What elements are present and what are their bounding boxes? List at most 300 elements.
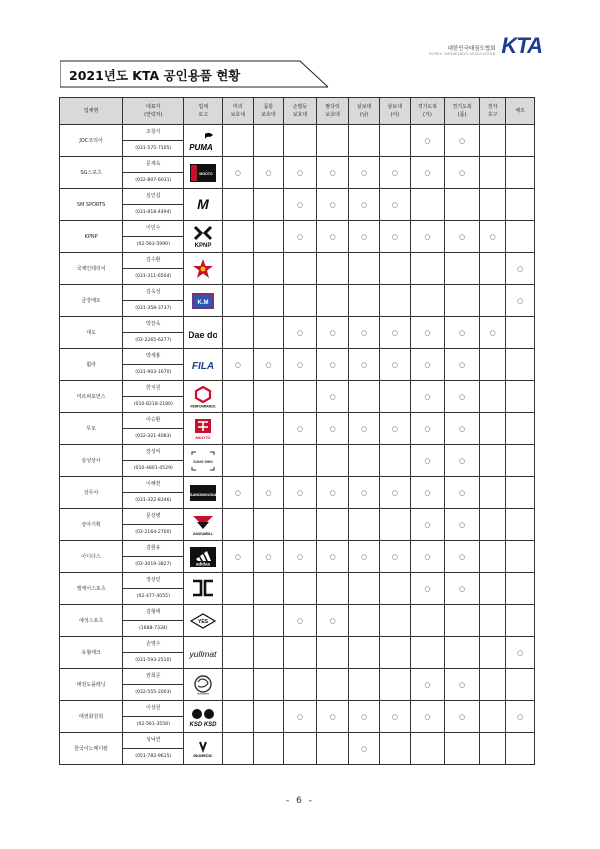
certification-cell — [349, 317, 380, 349]
table-row — [60, 605, 535, 637]
company-name: 휠라 — [60, 349, 123, 381]
certified-mark-icon: ○ — [361, 712, 368, 721]
certified-mark-icon: ○ — [296, 328, 304, 337]
certified-mark-icon: ○ — [361, 488, 368, 497]
certification-cell — [316, 189, 349, 221]
representative-contact — [123, 445, 184, 477]
certified-mark-icon: ○ — [424, 520, 431, 529]
certified-mark-icon: ○ — [459, 328, 466, 337]
company-name: 태권화원희 — [60, 701, 123, 733]
column-header — [184, 98, 223, 125]
table-body — [60, 125, 535, 765]
certification-cell — [445, 701, 480, 733]
certification-cell — [479, 381, 506, 413]
certification-cell — [284, 285, 317, 317]
representative-contact — [123, 189, 184, 221]
certification-cell — [410, 445, 445, 477]
representative-name: 박재홍 — [123, 349, 183, 365]
certified-mark-icon: ○ — [424, 552, 431, 561]
certification-cell — [253, 189, 284, 221]
certification-cell — [316, 701, 349, 733]
certification-cell — [349, 253, 380, 285]
org-name-block — [429, 44, 495, 56]
company-logo-cell — [184, 701, 223, 733]
certification-cell — [506, 189, 535, 221]
certified-mark-icon: ○ — [424, 136, 431, 145]
certification-cell — [349, 509, 380, 541]
certified-mark-icon: ○ — [459, 424, 466, 433]
table-row — [60, 413, 535, 445]
company-logo-cell — [184, 381, 223, 413]
certification-cell — [445, 349, 480, 381]
certification-cell — [380, 285, 411, 317]
certification-cell — [410, 253, 445, 285]
certification-cell — [253, 381, 284, 413]
representative-name: 김수환 — [123, 253, 183, 269]
certified-mark-icon: ○ — [329, 488, 336, 497]
column-header-line2: 로고 — [198, 112, 209, 118]
certification-cell — [253, 157, 284, 189]
certification-cell — [479, 477, 506, 509]
company-logo-cell — [184, 349, 223, 381]
certified-mark-icon: ○ — [265, 552, 272, 561]
column-header — [349, 98, 380, 125]
certification-cell — [445, 413, 480, 445]
column-header — [445, 98, 480, 125]
certification-cell — [445, 541, 480, 573]
certified-mark-icon: ○ — [459, 360, 466, 369]
certification-cell — [506, 125, 535, 157]
certification-cell — [445, 189, 480, 221]
certified-mark-icon: ○ — [424, 424, 431, 433]
representative-contact — [123, 605, 184, 637]
column-header-line1: 매트 — [515, 108, 526, 114]
certified-mark-icon: ○ — [391, 232, 398, 241]
certification-cell — [284, 733, 317, 765]
company-name: SG스포츠 — [60, 157, 123, 189]
representative-contact — [123, 349, 184, 381]
column-header-line1: 샅보대 — [356, 104, 372, 110]
certification-cell — [316, 413, 349, 445]
column-header — [223, 98, 254, 125]
certification-cell — [316, 637, 349, 669]
certification-cell — [223, 701, 254, 733]
sm-sports-logo-icon — [189, 193, 217, 217]
certified-mark-icon: ○ — [296, 200, 304, 209]
certification-cell — [349, 413, 380, 445]
certified-mark-icon: ○ — [234, 360, 241, 369]
certified-mark-icon: ○ — [517, 648, 524, 657]
representative-contact — [123, 541, 184, 573]
certified-mark-icon: ○ — [391, 360, 398, 369]
certification-cell — [506, 733, 535, 765]
phone-number: (031-903-1670) — [135, 370, 172, 375]
puma-logo-icon — [189, 129, 217, 153]
company-logo-cell — [184, 157, 223, 189]
representative-contact — [123, 477, 184, 509]
certified-mark-icon: ○ — [296, 712, 304, 721]
certification-cell — [223, 157, 254, 189]
logo-wordmark: PUMA — [189, 142, 213, 152]
logo-wordmark: INOMEDIC — [193, 753, 213, 758]
certified-mark-icon: ○ — [265, 360, 272, 369]
certification-cell — [223, 285, 254, 317]
certified-mark-icon: ○ — [361, 232, 368, 241]
certification-cell — [380, 509, 411, 541]
column-header — [253, 98, 284, 125]
column-header-line2: (품) — [457, 112, 467, 118]
table-row — [60, 509, 535, 541]
certification-cell — [223, 573, 254, 605]
representative-name: 조창식 — [123, 125, 183, 141]
kpnp-logo-icon — [189, 225, 217, 249]
certified-mark-icon: ○ — [265, 488, 272, 497]
certification-cell — [349, 381, 380, 413]
column-header-line2: (남) — [359, 112, 369, 118]
column-header-line1: 팔다리 — [325, 104, 340, 110]
logo-wordmark: MOOTO — [199, 171, 213, 176]
certification-cell — [506, 509, 535, 541]
certification-cell — [223, 733, 254, 765]
certified-mark-icon: ○ — [265, 168, 272, 177]
company-name: 한국이노메디칼 — [60, 733, 123, 765]
certified-mark-icon: ○ — [361, 360, 368, 369]
certification-cell — [316, 573, 349, 605]
phone-number: (032-555-2003) — [135, 690, 172, 695]
table-row — [60, 637, 535, 669]
company-logo-cell — [184, 317, 223, 349]
company-logo-cell — [184, 413, 223, 445]
certification-cell — [284, 477, 317, 509]
certified-mark-icon: ○ — [424, 712, 431, 721]
column-header-line1: 경기도복 — [452, 104, 472, 110]
table-row — [60, 477, 535, 509]
representative-contact — [123, 157, 184, 189]
representative-contact — [123, 125, 184, 157]
representative-name: 권희준 — [123, 669, 183, 685]
phone-number: (051-782-9615) — [135, 754, 172, 759]
kta-logo-icon: KTA — [501, 33, 542, 58]
certification-cell — [479, 541, 506, 573]
certification-cell — [380, 349, 411, 381]
representative-contact — [123, 637, 184, 669]
certification-cell — [253, 221, 284, 253]
logo-wordmark: FILA — [192, 360, 215, 372]
certification-cell — [506, 221, 535, 253]
certification-cell — [479, 413, 506, 445]
company-logo-cell — [184, 509, 223, 541]
certification-cell — [479, 509, 506, 541]
certification-cell — [253, 541, 284, 573]
table-row — [60, 573, 535, 605]
certified-mark-icon: ○ — [489, 232, 496, 241]
sg-sports-logo-icon — [189, 161, 217, 185]
column-header-line1: 머리 — [233, 104, 243, 110]
representative-contact — [123, 381, 184, 413]
table-row — [60, 317, 535, 349]
certification-cell — [316, 445, 349, 477]
representative-name: 성낙연 — [123, 733, 183, 749]
company-name: 대도 — [60, 317, 123, 349]
representative-name: 심인섭 — [123, 189, 183, 205]
certified-mark-icon: ○ — [424, 328, 431, 337]
company-logo-cell — [184, 733, 223, 765]
certification-cell — [479, 253, 506, 285]
certification-cell — [410, 637, 445, 669]
company-logo-cell — [184, 669, 223, 701]
certified-mark-icon: ○ — [329, 552, 336, 561]
company-name: 무토 — [60, 413, 123, 445]
phone-number: (031-322-8346) — [135, 498, 172, 503]
representative-name: 한지원 — [123, 381, 183, 397]
phone-number: (1688-7334) — [138, 626, 168, 631]
certified-mark-icon: ○ — [459, 680, 466, 689]
certification-cell — [284, 349, 317, 381]
representative-name: 김형태 — [123, 605, 183, 621]
certification-cell — [284, 189, 317, 221]
company-logo-cell — [184, 477, 223, 509]
certified-mark-icon: ○ — [391, 552, 398, 561]
certification-cell — [316, 381, 349, 413]
certification-cell — [316, 285, 349, 317]
certification-cell — [349, 477, 380, 509]
kta-header-logo — [429, 33, 542, 58]
representative-contact — [123, 573, 184, 605]
company-name: 삼성상사 — [60, 445, 123, 477]
certified-mark-icon: ○ — [361, 744, 368, 753]
representative-contact — [123, 733, 184, 765]
table-row — [60, 381, 535, 413]
certified-mark-icon: ○ — [391, 488, 398, 497]
company-name: 상무사 — [60, 477, 123, 509]
certified-mark-icon: ○ — [234, 168, 241, 177]
certification-cell — [445, 605, 480, 637]
certification-cell — [253, 733, 284, 765]
certification-cell — [410, 509, 445, 541]
certification-cell — [349, 349, 380, 381]
certified-mark-icon: ○ — [391, 424, 398, 433]
certified-mark-icon: ○ — [361, 328, 368, 337]
certification-cell — [316, 477, 349, 509]
certified-mark-icon: ○ — [489, 328, 496, 337]
column-header-line1: 손발등 — [292, 104, 308, 110]
certification-cell — [253, 445, 284, 477]
column-header — [316, 98, 349, 125]
certification-cell — [380, 733, 411, 765]
certified-mark-icon: ○ — [234, 552, 241, 561]
certification-cell — [479, 733, 506, 765]
logo-wordmark: YES — [198, 618, 209, 625]
certified-mark-icon: ○ — [424, 488, 431, 497]
logo-wordmark: adidas — [196, 561, 211, 566]
company-name: 미르퍼포먼스 — [60, 381, 123, 413]
certification-cell — [349, 285, 380, 317]
certification-cell — [316, 541, 349, 573]
logo-wordmark: KSD KSD — [189, 721, 217, 728]
representative-contact — [123, 285, 184, 317]
column-header-line2: 보호대 — [292, 112, 308, 118]
sangawill-logo-icon — [189, 513, 217, 537]
page-number: - 6 - — [286, 796, 314, 806]
certification-cell — [380, 541, 411, 573]
company-name: 아디다스 — [60, 541, 123, 573]
certification-cell — [445, 253, 480, 285]
column-header-line1: 업체명 — [83, 108, 99, 114]
certification-cell — [445, 733, 480, 765]
certification-cell — [349, 605, 380, 637]
certification-cell — [380, 477, 411, 509]
certification-cell — [445, 221, 480, 253]
column-header-line1: 업체 — [198, 104, 209, 110]
representative-name: 장성익 — [123, 445, 183, 461]
certification-cell — [223, 125, 254, 157]
certified-mark-icon: ○ — [459, 584, 466, 593]
representative-name: 문상병 — [123, 509, 183, 525]
certification-cell — [445, 477, 480, 509]
performance-logo-icon — [189, 385, 217, 409]
certification-cell — [380, 189, 411, 221]
certification-cell — [316, 157, 349, 189]
certification-cell — [506, 285, 535, 317]
certification-cell — [380, 381, 411, 413]
table-row — [60, 541, 535, 573]
certified-mark-icon: ○ — [391, 200, 398, 209]
phone-number: (02-3019-3827) — [135, 562, 172, 567]
representative-name: 이민수 — [123, 221, 183, 237]
certified-mark-icon: ○ — [459, 552, 466, 561]
certification-cell — [349, 669, 380, 701]
company-logo-cell — [184, 189, 223, 221]
certification-cell — [445, 157, 480, 189]
company-name: JOC코리아 — [60, 125, 123, 157]
certification-cell — [479, 317, 506, 349]
table-row — [60, 701, 535, 733]
phone-number: (010-8218-2180) — [133, 402, 173, 407]
certification-cell — [284, 605, 317, 637]
table-row — [60, 733, 535, 765]
column-header-line2: (여) — [390, 112, 400, 118]
certification-cell — [445, 637, 480, 669]
company-name: 예성스포츠 — [60, 605, 123, 637]
approved-products-table — [59, 97, 535, 765]
certification-cell — [479, 349, 506, 381]
column-header — [506, 98, 535, 125]
certified-mark-icon: ○ — [459, 392, 466, 401]
certification-cell — [506, 573, 535, 605]
certification-cell — [223, 541, 254, 573]
certified-mark-icon: ○ — [424, 392, 431, 401]
certification-cell — [445, 381, 480, 413]
certification-cell — [284, 253, 317, 285]
certified-mark-icon: ○ — [391, 328, 398, 337]
representative-name: 김옥성 — [123, 285, 183, 301]
certification-cell — [284, 701, 317, 733]
certification-cell — [284, 509, 317, 541]
certified-mark-icon: ○ — [361, 168, 368, 177]
certified-mark-icon: ○ — [329, 424, 336, 433]
logo-wordmark: KPNP — [194, 242, 212, 249]
company-name: 금강매트 — [60, 285, 123, 317]
phone-number: (02-477-4055) — [136, 594, 170, 599]
certification-cell — [253, 125, 284, 157]
certification-cell — [445, 509, 480, 541]
company-name: 국제인테리어 — [60, 253, 123, 285]
certification-cell — [380, 317, 411, 349]
phone-number: (010-4801-4529) — [133, 466, 173, 471]
org-name-english: KOREA TAEKWONDO ASSOCIATION — [429, 52, 496, 56]
column-header-line2: 보호대 — [230, 112, 246, 118]
yes-logo-icon — [189, 609, 217, 633]
certification-cell — [316, 253, 349, 285]
certification-cell — [349, 157, 380, 189]
company-logo-cell — [184, 445, 223, 477]
phone-number: (032-321-4083) — [135, 434, 172, 439]
certification-cell — [479, 221, 506, 253]
certification-cell — [506, 349, 535, 381]
certification-cell — [349, 125, 380, 157]
column-header-line2: 호구 — [487, 112, 498, 118]
certification-cell — [479, 637, 506, 669]
certification-cell — [223, 477, 254, 509]
certification-cell — [316, 125, 349, 157]
certified-mark-icon: ○ — [459, 136, 466, 145]
certified-mark-icon: ○ — [329, 200, 336, 209]
certification-cell — [380, 125, 411, 157]
phone-number: (02-561-3558) — [136, 722, 170, 727]
certification-cell — [253, 637, 284, 669]
certification-cell — [253, 317, 284, 349]
company-logo-cell — [184, 125, 223, 157]
certified-mark-icon: ○ — [424, 456, 431, 465]
certification-cell — [223, 317, 254, 349]
table-row — [60, 125, 535, 157]
certification-cell — [479, 189, 506, 221]
certification-cell — [223, 381, 254, 413]
title-banner — [60, 60, 330, 88]
certification-cell — [380, 701, 411, 733]
certification-cell — [479, 125, 506, 157]
company-logo-cell — [184, 221, 223, 253]
certification-cell — [506, 605, 535, 637]
certification-cell — [253, 285, 284, 317]
logo-wordmark: SUNG SHIN — [193, 459, 213, 464]
certified-mark-icon: ○ — [459, 488, 466, 497]
certification-cell — [380, 573, 411, 605]
logo-wordmark: yullmat — [189, 648, 217, 659]
certification-cell — [284, 573, 317, 605]
column-header-line1: 몸통 — [263, 104, 274, 110]
certified-mark-icon: ○ — [329, 712, 336, 721]
table-row — [60, 669, 535, 701]
certified-mark-icon: ○ — [329, 232, 336, 241]
certification-cell — [410, 349, 445, 381]
representative-name: 박찬욱 — [123, 317, 183, 333]
logo-wordmark: PERFORMANCE — [190, 404, 216, 408]
certification-cell — [506, 637, 535, 669]
certified-mark-icon: ○ — [361, 552, 368, 561]
certification-cell — [349, 701, 380, 733]
table-row — [60, 349, 535, 381]
taekwondo-planning-logo-icon — [189, 673, 217, 697]
company-logo-cell — [184, 637, 223, 669]
certified-mark-icon: ○ — [424, 168, 431, 177]
certification-cell — [223, 253, 254, 285]
phone-number: (031-818-4494) — [135, 210, 172, 215]
adidas-logo-icon — [189, 545, 217, 569]
certified-mark-icon: ○ — [459, 712, 466, 721]
certification-cell — [316, 221, 349, 253]
certification-cell — [253, 509, 284, 541]
